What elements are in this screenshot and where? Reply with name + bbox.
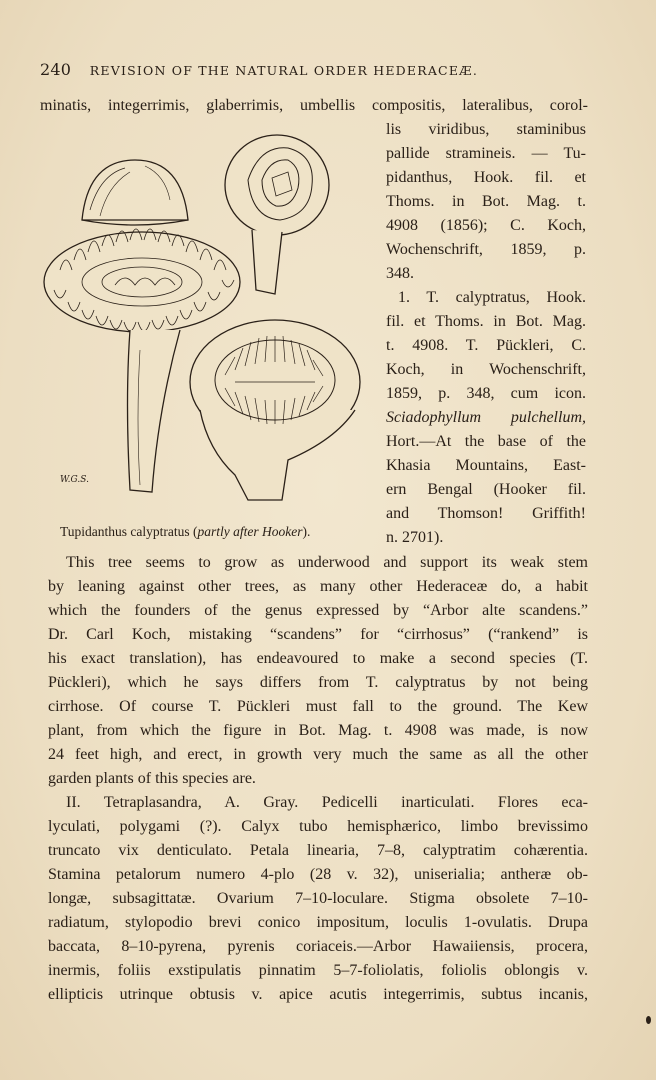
calyptra-drawing xyxy=(82,160,188,225)
caption-end: ). xyxy=(302,524,311,539)
stem-drawing xyxy=(128,330,181,492)
body-line: which the founders of the genus expressed by “Arbor alte scandens.” xyxy=(48,602,588,619)
caption-start: Tupidanthus calyptratus ( xyxy=(60,524,198,539)
body-line: plant, from which the figure in Bot. Mag. t. 4908 was made, is now xyxy=(48,722,588,739)
right-line: 4908 (1856); C. Koch, xyxy=(386,217,586,234)
body-line: radiatum, stylopodio brevi conico impositum, loculis 1-ovulatis. Drupa xyxy=(48,914,588,931)
ink-spot xyxy=(646,1016,651,1024)
right-line: lis viridibus, staminibus xyxy=(386,121,586,138)
body-line: truncato vix denticulato. Petala linearia, 7–8, calyptratim cohærentia. xyxy=(48,842,588,859)
right-line: Thoms. in Bot. Mag. t. xyxy=(386,193,586,210)
body-line: II. Tetraplasandra, A. Gray. Pedicelli inarticulati. Flores eca- xyxy=(66,794,588,811)
first-text-line: minatis, integerrimis, glaberrimis, umbellis compositis, lateralibus, corol- xyxy=(40,97,588,114)
right-line: 1859, p. 348, cum icon. xyxy=(386,385,586,402)
running-title: REVISION OF THE NATURAL ORDER HEDERACEÆ. xyxy=(89,63,479,78)
body-line: garden plants of this species are. xyxy=(48,770,256,787)
body-line: by leaning against other trees, as many other Hederaceæ do, a habit xyxy=(48,578,588,595)
body-line: cirrhose. Of course T. Pückleri must fall to the ground. The Kew xyxy=(48,698,588,715)
body-line: Stamina petalorum numero 4-plo (28 v. 32), uniserialia; antheræ ob- xyxy=(48,866,588,883)
body-line: longæ, subsagittatæ. Ovarium 7–10-loculare. Stigma obsolete 7–10- xyxy=(48,890,588,907)
right-line: pidanthus, Hook. fil. et xyxy=(386,169,586,186)
right-line: t. 4908. T. Pückleri, C. xyxy=(386,337,586,354)
right-line: pallide stramineis. — Tu- xyxy=(386,145,586,162)
flower-head-drawing xyxy=(44,229,240,332)
ovary-section-drawing xyxy=(190,320,360,500)
body-line: lyculati, polygami (?). Calyx tubo hemisphærico, limbo brevissimo xyxy=(48,818,588,835)
right-line: ern Bengal (Hooker fil. xyxy=(386,481,586,498)
right-line: Khasia Mountains, East- xyxy=(386,457,586,474)
body-line: his exact translation), has endeavoured to make a second species (T. xyxy=(48,650,588,667)
body-line: inermis, foliis exstipulatis pinnatim 5–7-foliolatis, foliolis oblongis v. xyxy=(48,962,588,979)
right-line: 1. T. calyptratus, Hook. xyxy=(398,289,586,306)
body-line: 24 feet high, and erect, in growth very much the same as all the other xyxy=(48,746,588,763)
body-line: Pückleri), which he says differs from T. calyptratus by not being xyxy=(48,674,588,691)
body-line: This tree seems to grow as underwood and support its weak stem xyxy=(66,554,588,571)
page-number: 240 xyxy=(40,60,72,79)
cross-section-drawing xyxy=(225,135,329,294)
right-line: Koch, in Wochenschrift, xyxy=(386,361,586,378)
page-header xyxy=(40,60,600,79)
right-line: Wochenschrift, 1859, p. xyxy=(386,241,586,258)
right-line: fil. et Thoms. in Bot. Mag. xyxy=(386,313,586,330)
caption-italic: partly after Hooker xyxy=(197,524,303,539)
body-line: baccata, 8–10-pyrena, pyrenis coriaceis.—Arbor Hawaiiensis, procera, xyxy=(48,938,588,955)
figure-caption xyxy=(60,524,310,540)
right-line: 348. xyxy=(386,265,414,282)
right-line: and Thomson! Griffith! xyxy=(386,505,586,522)
body-line: ellipticis utrinque obtusis v. apice acutis integerrimis, subtus incanis, xyxy=(48,986,588,1003)
artist-signature: W.G.S. xyxy=(60,475,89,485)
body-line: Dr. Carl Koch, mistaking “scandens” for “cirrhosus” (“rankend” is xyxy=(48,626,588,643)
right-line: Hort.—At the base of the xyxy=(386,433,586,450)
tupidanthus-illustration xyxy=(30,120,370,520)
right-line: n. 2701). xyxy=(386,529,444,546)
right-line: Sciadophyllum pulchellum, xyxy=(386,409,586,426)
